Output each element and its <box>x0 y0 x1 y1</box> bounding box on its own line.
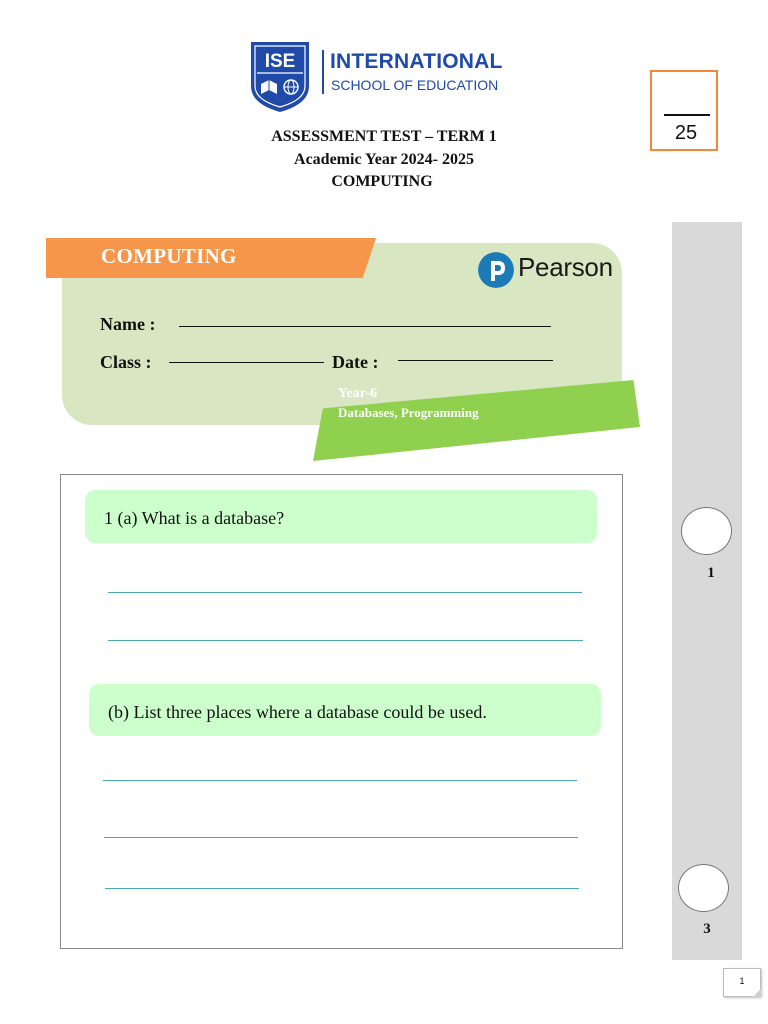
logo-school-subtitle: SCHOOL OF EDUCATION <box>331 77 499 93</box>
marks-value-1a: 1 <box>707 565 715 581</box>
pearson-logo-text: Pearson <box>518 252 613 282</box>
question-1a-text: 1 (a) What is a database? <box>104 508 285 528</box>
subject-banner-text: COMPUTING <box>101 244 237 268</box>
academic-year: Academic Year 2024- 2025 <box>294 151 474 168</box>
answer-line[interactable] <box>105 888 579 889</box>
page-fold-corner <box>753 989 761 997</box>
class-label: Class : <box>100 352 152 372</box>
marks-margin-strip <box>672 222 742 960</box>
svg-text:ISE: ISE <box>264 51 296 72</box>
score-blank-line <box>664 114 710 116</box>
name-label: Name : <box>100 314 156 334</box>
ise-logo-shield-icon <box>249 40 311 114</box>
logo-school-name: INTERNATIONAL <box>330 50 503 73</box>
marks-value-1b: 3 <box>703 921 711 937</box>
question-1b-text: (b) List three places where a database could be used. <box>108 702 487 722</box>
answer-line[interactable] <box>104 837 578 838</box>
date-field-line[interactable] <box>398 360 553 361</box>
class-field-line[interactable] <box>169 362 324 363</box>
date-label: Date : <box>332 352 379 372</box>
pearson-logo-icon <box>478 252 514 288</box>
mark-entry-circle-1a[interactable] <box>681 507 732 555</box>
page-number-box <box>723 968 761 997</box>
page-number: 1 <box>739 976 745 986</box>
total-score-value: 25 <box>674 122 698 144</box>
answer-line[interactable] <box>108 592 582 593</box>
answer-line[interactable] <box>108 640 583 641</box>
subject-title: COMPUTING <box>331 173 433 190</box>
year-label: Year-6 <box>338 386 378 401</box>
name-field-line[interactable] <box>179 326 551 327</box>
topics-label: Databases, Programming <box>338 405 479 420</box>
assessment-title: ASSESSMENT TEST – TERM 1 <box>271 128 497 145</box>
logo-divider <box>322 50 324 94</box>
mark-entry-circle-1b[interactable] <box>678 864 729 912</box>
answer-line[interactable] <box>103 780 577 781</box>
